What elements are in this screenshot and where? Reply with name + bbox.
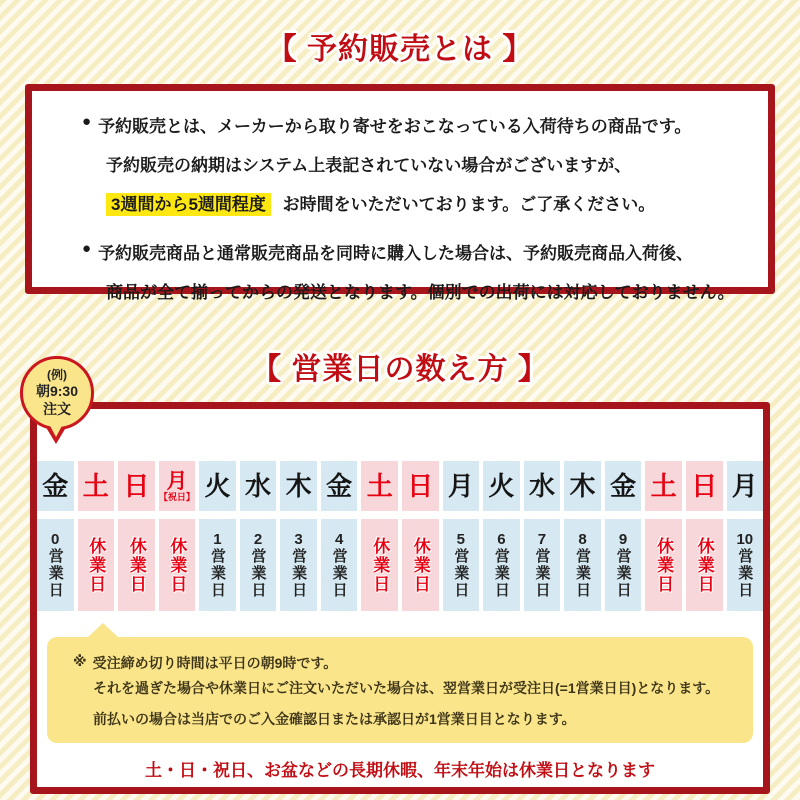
day-cell [118, 461, 155, 511]
day-cell [524, 461, 561, 511]
count-cell [78, 519, 115, 611]
count-number: 9 [618, 530, 628, 548]
label-text: 営業日 [614, 547, 632, 599]
preorder-bullet-1 [82, 112, 748, 137]
count-number: 5 [456, 530, 466, 548]
count-cell [645, 519, 682, 611]
count-number: 7 [537, 530, 547, 548]
day-text: 月 [447, 471, 474, 501]
calendar-column [686, 461, 723, 611]
example-balloon [20, 356, 94, 430]
preorder-bullet2-line2: 商品が全て揃ってからの発送となります。個別での出荷には対応しておりません。 [106, 283, 735, 302]
businessdays-title: 【 営業日の数え方 】 [251, 353, 549, 386]
day-text: 月 [166, 469, 188, 493]
day-cell [321, 461, 358, 511]
day-text: 金 [610, 471, 637, 501]
day-text: 月 [731, 471, 758, 501]
count-number: 4 [334, 530, 344, 548]
count-cell [524, 519, 561, 611]
day-text: 木 [285, 471, 312, 501]
note-line1-text: 受注締め切り時間は平日の朝9時です。 [92, 655, 338, 671]
count-cell [361, 519, 398, 611]
count-number: 2 [253, 530, 263, 548]
calendar-column [483, 461, 520, 611]
label-text: 営業日 [574, 547, 592, 599]
balloon-line1: (例) [47, 368, 67, 382]
count-number: 3 [294, 530, 303, 548]
count-cell [483, 519, 520, 611]
count-number: 8 [578, 530, 587, 548]
day-cell [78, 461, 115, 511]
calendar-column [361, 461, 398, 611]
calendar-column [727, 461, 764, 611]
label-text: 営業日 [249, 547, 267, 599]
calendar-box [30, 402, 770, 794]
count-number: 6 [497, 530, 506, 548]
label-text: 休業日 [167, 536, 187, 594]
count-cell [280, 519, 317, 611]
label-text: 休業日 [694, 536, 714, 594]
calendar-column [118, 461, 155, 611]
day-cell [280, 461, 317, 511]
asterisk-marker-icon: ※ [73, 653, 87, 669]
day-text: 水 [245, 471, 272, 501]
count-cell [443, 519, 480, 611]
preorder-bullet1-line1: 予約販売とは、メーカーから取り寄せをおこなっている入荷待ちの商品です。 [98, 117, 692, 136]
label-text: 休業日 [410, 536, 430, 594]
count-cell [159, 519, 196, 611]
calendar-column [321, 461, 358, 611]
day-text: 土 [650, 471, 677, 501]
count-cell [118, 519, 155, 611]
note-tail-pointer [87, 623, 119, 638]
day-cell [686, 461, 723, 511]
day-cell [361, 461, 398, 511]
calendar-column [564, 461, 601, 611]
label-text: 営業日 [46, 547, 64, 599]
note-line-3: 前払いの場合は当店でのご入金確認日または承認日が1営業日目となります。 [93, 711, 576, 727]
count-number: 1 [213, 530, 222, 548]
calendar-grid [37, 461, 763, 611]
footer-text: 土・日・祝日、お盆などの長期休暇、年末年始は休業日となります [145, 761, 655, 780]
balloon-line2: 朝9:30 [35, 383, 79, 399]
highlight-text: 3週間から5週間程度 [106, 193, 271, 216]
calendar-column [443, 461, 480, 611]
count-cell [727, 519, 764, 611]
label-text: 休業日 [654, 536, 674, 594]
day-text: 日 [407, 471, 434, 501]
day-cell [727, 461, 764, 511]
label-text: 休業日 [370, 536, 390, 594]
label-text: 営業日 [208, 547, 226, 599]
holiday-note: 【祝日】 [158, 491, 195, 502]
preorder-bullet1-line3 [82, 190, 748, 215]
day-text: 水 [528, 471, 555, 501]
note-line-2: それを過ぎた場合や休業日にご注文いただいた場合は、翌営業日が受注日(=1営業日目)となります。 [93, 680, 720, 696]
day-cell [37, 461, 74, 511]
day-cell [605, 461, 642, 511]
calendar-column [37, 461, 74, 611]
label-text: 営業日 [492, 547, 510, 599]
count-cell [199, 519, 236, 611]
count-cell [37, 519, 74, 611]
calendar-column [605, 461, 642, 611]
calendar-column [280, 461, 317, 611]
day-cell [483, 461, 520, 511]
balloon-line3: 注文 [43, 400, 71, 417]
day-cell [402, 461, 439, 511]
day-text: 金 [42, 471, 69, 501]
count-cell [321, 519, 358, 611]
note-box [47, 637, 753, 743]
day-cell [645, 461, 682, 511]
count-cell [240, 519, 277, 611]
day-cell [564, 461, 601, 511]
label-text: 休業日 [126, 536, 146, 594]
count-cell [402, 519, 439, 611]
count-number: 0 [51, 530, 60, 548]
day-text: 火 [204, 471, 231, 501]
preorder-bullet1-line2: 予約販売の納期はシステム上表記されていない場合がございますが、 [106, 156, 632, 175]
bullet-icon: ● [82, 240, 92, 257]
note-line-1 [73, 653, 739, 673]
calendar-column [402, 461, 439, 611]
preorder-box [25, 84, 775, 302]
count-number: 10 [736, 530, 754, 548]
day-text: 日 [123, 471, 150, 501]
count-cell [605, 519, 642, 611]
preorder-bullet2-line1: 予約販売商品と通常販売商品を同時に購入した場合は、予約販売商品入荷後、 [98, 244, 694, 263]
label-text: 営業日 [330, 547, 348, 599]
calendar-column [78, 461, 115, 611]
day-cell [443, 461, 480, 511]
day-text: 土 [82, 471, 109, 501]
preorder-title: 【 予約販売とは 】 [266, 33, 534, 66]
preorder-bullet1-line3-rest: お時間をいただいております。ご了承ください。 [282, 195, 656, 214]
bullet-icon: ● [82, 113, 92, 130]
day-text: 日 [691, 471, 718, 501]
label-text: 営業日 [452, 547, 470, 599]
calendar-column [199, 461, 236, 611]
day-text: 土 [366, 471, 393, 501]
label-text: 営業日 [533, 547, 551, 599]
label-text: 営業日 [290, 547, 308, 599]
count-cell [686, 519, 723, 611]
label-text: 営業日 [736, 547, 754, 599]
day-text: 金 [326, 471, 353, 501]
day-cell [240, 461, 277, 511]
calendar-column [524, 461, 561, 611]
day-cell [199, 461, 236, 511]
calendar-column [240, 461, 277, 611]
label-text: 休業日 [86, 536, 106, 594]
day-text: 木 [569, 471, 596, 501]
day-text: 火 [488, 471, 515, 501]
balloon-tail-icon [48, 422, 64, 437]
calendar-column [159, 461, 196, 611]
count-cell [564, 519, 601, 611]
calendar-column [645, 461, 682, 611]
preorder-bullet-2 [82, 239, 748, 264]
day-cell [159, 461, 196, 511]
